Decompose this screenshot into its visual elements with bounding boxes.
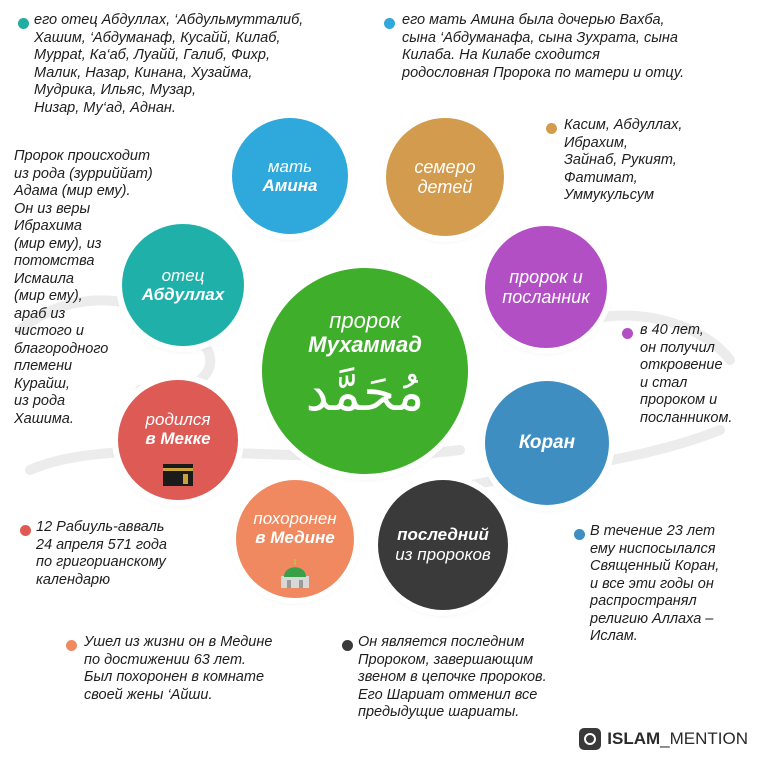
bullet-children	[546, 123, 557, 134]
circle-born-line1: родился	[145, 410, 211, 429]
note-line: Ибрахим,	[564, 134, 628, 151]
circle-last-line2: из пророков	[395, 545, 491, 564]
note-line: потомства	[14, 253, 95, 269]
circle-mother	[232, 118, 348, 234]
bullet-quran	[574, 529, 585, 540]
note-revelation	[640, 322, 732, 427]
note-line: Он является последним	[358, 634, 525, 650]
note-line: (мир ему), из	[14, 235, 102, 252]
note-line: Хашима.	[14, 410, 74, 427]
note-line: из рода	[14, 393, 66, 409]
note-line: сына ‘Абдуманафа, сына Зухрата, сына	[402, 29, 678, 46]
note-line: календарю	[36, 571, 111, 588]
note-lineage	[34, 12, 303, 117]
note-line: В течение 23 лет	[590, 523, 716, 539]
note-line: его мать Амина была дочерью Вахба,	[402, 12, 665, 28]
note-line: Хашим, ‘Абдуманаф, Кусайй, Килаб,	[34, 29, 281, 46]
bullet-mother	[384, 18, 395, 29]
center-arabic-name: مُحَمَّد	[305, 363, 425, 423]
note-line: Священный Коран,	[590, 558, 720, 574]
note-line: Его Шариат отменил все	[358, 686, 538, 703]
note-line: Мурраt, Ка‘аб, Луайй, Галиб, Фихр,	[34, 47, 271, 63]
note-line: по григорианскому	[36, 554, 166, 570]
note-line: откровение	[640, 357, 723, 373]
brand-name-rest: _MENTION	[660, 729, 748, 748]
note-line: 24 апреля 571 года	[36, 536, 167, 553]
instagram-icon	[579, 728, 601, 750]
circle-prophet-line2: посланник	[502, 287, 590, 307]
note-line: Исмаила	[14, 270, 74, 287]
note-line: Касим, Абдуллах,	[564, 117, 683, 133]
circle-father-line2: Абдуллах	[141, 285, 225, 304]
note-line: (мир ему),	[14, 288, 83, 304]
note-line: он получил	[640, 339, 715, 356]
circle-buried-line1: похоронен	[253, 509, 337, 528]
circle-prophet-line1: пророк и	[509, 267, 583, 287]
circle-children-line2: детей	[417, 177, 473, 197]
circle-born-line2: в Мекке	[145, 429, 211, 448]
circle-buried-line2: в Медине	[255, 528, 335, 547]
center-title-line2: Мухаммад	[308, 332, 422, 357]
note-line: Уммукульсум	[564, 187, 655, 203]
note-line: распространял	[590, 593, 697, 609]
circle-children-line1: семеро	[414, 157, 476, 177]
note-line: араб из	[14, 305, 66, 322]
note-line: религию Аллаха –	[590, 610, 714, 627]
circle-quran	[485, 381, 609, 505]
note-line: Низар, Му‘ад, Аднан.	[34, 99, 176, 116]
note-line: и стал	[640, 374, 688, 391]
center-title-line1: пророк	[329, 308, 401, 333]
circle-quran-label: Коран	[518, 432, 576, 453]
brand-name	[607, 729, 748, 749]
note-line: его отец Абдуллах, ‘Абдульмутталиб,	[34, 12, 304, 28]
note-line: посланником.	[640, 409, 733, 426]
note-line: Ушел из жизни он в Медине	[84, 634, 273, 650]
note-line: чистого и	[14, 323, 84, 339]
note-line: своей жены ‘Айши.	[84, 686, 213, 703]
note-line: племени	[14, 358, 73, 374]
bullet-revelation	[622, 328, 633, 339]
note-line: Ислам.	[590, 628, 638, 644]
note-line: Мудрика, Ильяс, Музар,	[34, 82, 197, 98]
note-line: Был похоронен в комнате	[84, 669, 265, 685]
note-quran	[590, 523, 719, 646]
note-line: и все эти годы он	[590, 575, 714, 592]
circle-mother-line1: мать	[267, 157, 313, 176]
note-line: родословная Пророка по матери и отцу.	[402, 64, 685, 81]
note-line: пророком и	[640, 392, 718, 408]
bullet-birth	[20, 525, 31, 536]
brand-name-bold: ISLAM	[607, 729, 661, 748]
note-mother	[402, 12, 684, 82]
note-line: ему ниспосылался	[590, 540, 716, 557]
note-line: из рода (зурриййат)	[14, 165, 153, 182]
circle-prophet-and-messenger	[485, 226, 607, 348]
note-line: предыдущие шариаты.	[358, 704, 520, 720]
note-line: по достижении 63 лет.	[84, 651, 246, 668]
circle-last-prophet	[378, 480, 508, 610]
note-origin	[14, 148, 153, 428]
note-line: 12 Рабиуль-авваль	[36, 519, 165, 535]
note-line: Пророком, завершающим	[358, 651, 534, 668]
note-children	[564, 117, 682, 205]
note-line: Зайнаб, Рукият,	[564, 152, 677, 168]
bullet-lineage	[18, 18, 29, 29]
circle-mother-line2: Амина	[262, 176, 318, 195]
green-dome-icon	[275, 556, 315, 590]
note-line: в 40 лет,	[640, 322, 704, 338]
note-line: Ибрахима	[14, 218, 82, 234]
bullet-death	[66, 640, 77, 651]
note-line: Курайш,	[14, 375, 70, 392]
circle-last-line1: последний	[397, 525, 489, 544]
note-line: благородного	[14, 340, 109, 357]
center-circle-prophet-muhammad	[262, 268, 468, 474]
note-line: Пророк происходит	[14, 148, 151, 164]
circle-father-line1: отец	[161, 266, 205, 285]
note-birth	[36, 519, 167, 589]
note-line: звеном в цепочке пророков.	[358, 669, 547, 685]
note-line: Килаба. На Килабе сходится	[402, 47, 600, 63]
note-line: Фатимат,	[564, 169, 638, 186]
brand-footer	[579, 728, 748, 750]
note-line: Он из веры	[14, 200, 91, 217]
note-line: Малик, Назар, Кинана, Хузайма,	[34, 64, 253, 81]
note-death	[84, 634, 272, 704]
circle-children	[386, 118, 504, 236]
kaaba-icon	[161, 458, 195, 488]
note-last	[358, 634, 547, 722]
note-line: Адама (мир ему).	[14, 183, 131, 199]
circle-buried-in-medina	[236, 480, 354, 598]
bullet-last	[342, 640, 353, 651]
